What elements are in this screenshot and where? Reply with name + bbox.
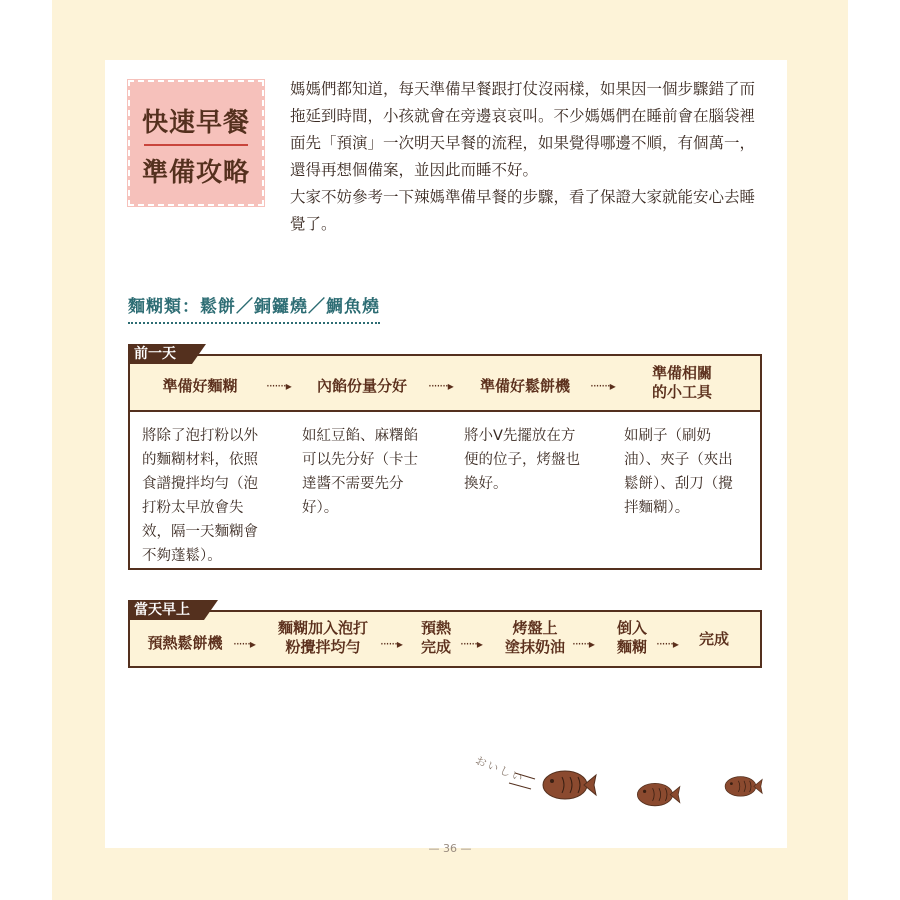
detail-line: 便的位子，烤盤也	[464, 452, 580, 468]
morning-step-4	[498, 619, 572, 657]
morning-step-5-line-1: 倒入	[616, 619, 647, 637]
day-before-step-2: 內餡份量分好	[316, 377, 407, 395]
detail-line: 油）、夾子（夾出	[624, 452, 733, 468]
section-heading: 麵糊類：鬆餅／銅鑼燒／鯛魚燒	[128, 292, 380, 324]
arrow-icon: ······▸	[233, 637, 255, 651]
day-before-step-4-line-1: 準備相關	[651, 364, 712, 382]
morning-step-4-line-1: 烤盤上	[512, 619, 558, 637]
taiyaki-icon	[543, 771, 596, 799]
morning-step-6: 完成	[698, 630, 729, 648]
day-before-detail-1	[142, 424, 282, 568]
taiyaki-icon	[637, 783, 679, 805]
intro-paragraph-1: 媽媽們都知道，每天準備早餐跟打仗沒兩樣，如果因一個步驟錯了而拖延到時間，小孩就會在旁邊哀哀叫。不少媽媽們在睡前會在腦袋裡面先「預演」一次明天早餐的流程，如果覺得哪邊不順，有個萬一，還得再想個備案，並因此而睡不好。	[290, 80, 756, 179]
detail-line: 如紅豆餡、麻糬餡	[302, 428, 418, 444]
day-before-step-1: 準備好麵糊	[162, 377, 238, 395]
arrow-icon: ······▸	[460, 637, 482, 651]
arrow-icon: ·······▸	[590, 379, 615, 393]
detail-line: 效，隔一天麵糊會	[142, 524, 258, 540]
day-before-detail-4	[624, 424, 754, 520]
morning-tag: 當天早上	[128, 600, 204, 620]
detail-line: 鬆餅）、刮刀（攪	[624, 476, 733, 492]
detail-line: 達醬不需要先分	[302, 476, 404, 492]
taiyaki-icon	[725, 777, 762, 797]
morning-step-1: 預熱鬆餅機	[147, 634, 223, 652]
detail-line: 換好。	[464, 476, 508, 492]
oishii-text: おいしい	[473, 753, 527, 786]
morning-step-3	[414, 619, 458, 657]
arrow-icon: ·······▸	[428, 379, 453, 393]
page-number: — 36 —	[428, 842, 472, 855]
morning-step-5-line-2: 麵糊	[616, 638, 647, 656]
detail-line: 的麵糊材料，依照	[142, 452, 258, 468]
intro-text	[290, 76, 770, 238]
detail-line: 食譜攪拌均勻（泡	[142, 476, 258, 492]
detail-line: 如刷子（刷奶	[624, 428, 711, 444]
morning-step-2	[268, 619, 378, 657]
title-line-2: 準備攻略	[141, 158, 250, 188]
title-line-1: 快速早餐	[141, 108, 250, 138]
arrow-icon: ·······▸	[266, 379, 291, 393]
arrow-icon: ······▸	[656, 637, 678, 651]
detail-line: 可以先分好（卡士	[302, 452, 418, 468]
day-before-tag: 前一天	[128, 344, 192, 364]
taiyaki-decoration	[495, 755, 795, 815]
intro-paragraph-2: 大家不妨參考一下辣媽準備早餐的步驟，看了保證大家就能安心去睡覺了。	[290, 188, 756, 233]
morning-step-3-line-1: 預熱	[420, 619, 451, 637]
day-before-detail-3	[464, 424, 604, 496]
detail-line: 將小V先擺放在方	[464, 428, 576, 444]
morning-step-4-line-2: 塗抹奶油	[504, 638, 565, 656]
morning-step-2-line-1: 麵糊加入泡打	[277, 619, 368, 637]
morning-step-3-line-2: 完成	[420, 638, 451, 656]
day-before-step-4	[640, 364, 724, 402]
morning-step-2-line-2: 粉攪拌均勻	[285, 638, 361, 656]
speed-lines-icon	[509, 773, 535, 789]
detail-line: 打粉太早放會失	[142, 500, 244, 516]
title-divider	[144, 144, 248, 146]
arrow-icon: ······▸	[380, 637, 402, 651]
day-before-step-3: 準備好鬆餅機	[479, 377, 570, 395]
title-box	[128, 80, 264, 206]
day-before-detail-2	[302, 424, 442, 520]
arrow-icon: ······▸	[572, 637, 594, 651]
day-before-step-4-line-2: 的小工具	[651, 383, 712, 401]
detail-line: 好）。	[302, 500, 339, 516]
morning-step-5	[610, 619, 654, 657]
detail-line: 不夠蓬鬆）。	[142, 548, 222, 564]
detail-line: 拌麵糊）。	[624, 500, 690, 516]
detail-line: 將除了泡打粉以外	[142, 428, 258, 444]
